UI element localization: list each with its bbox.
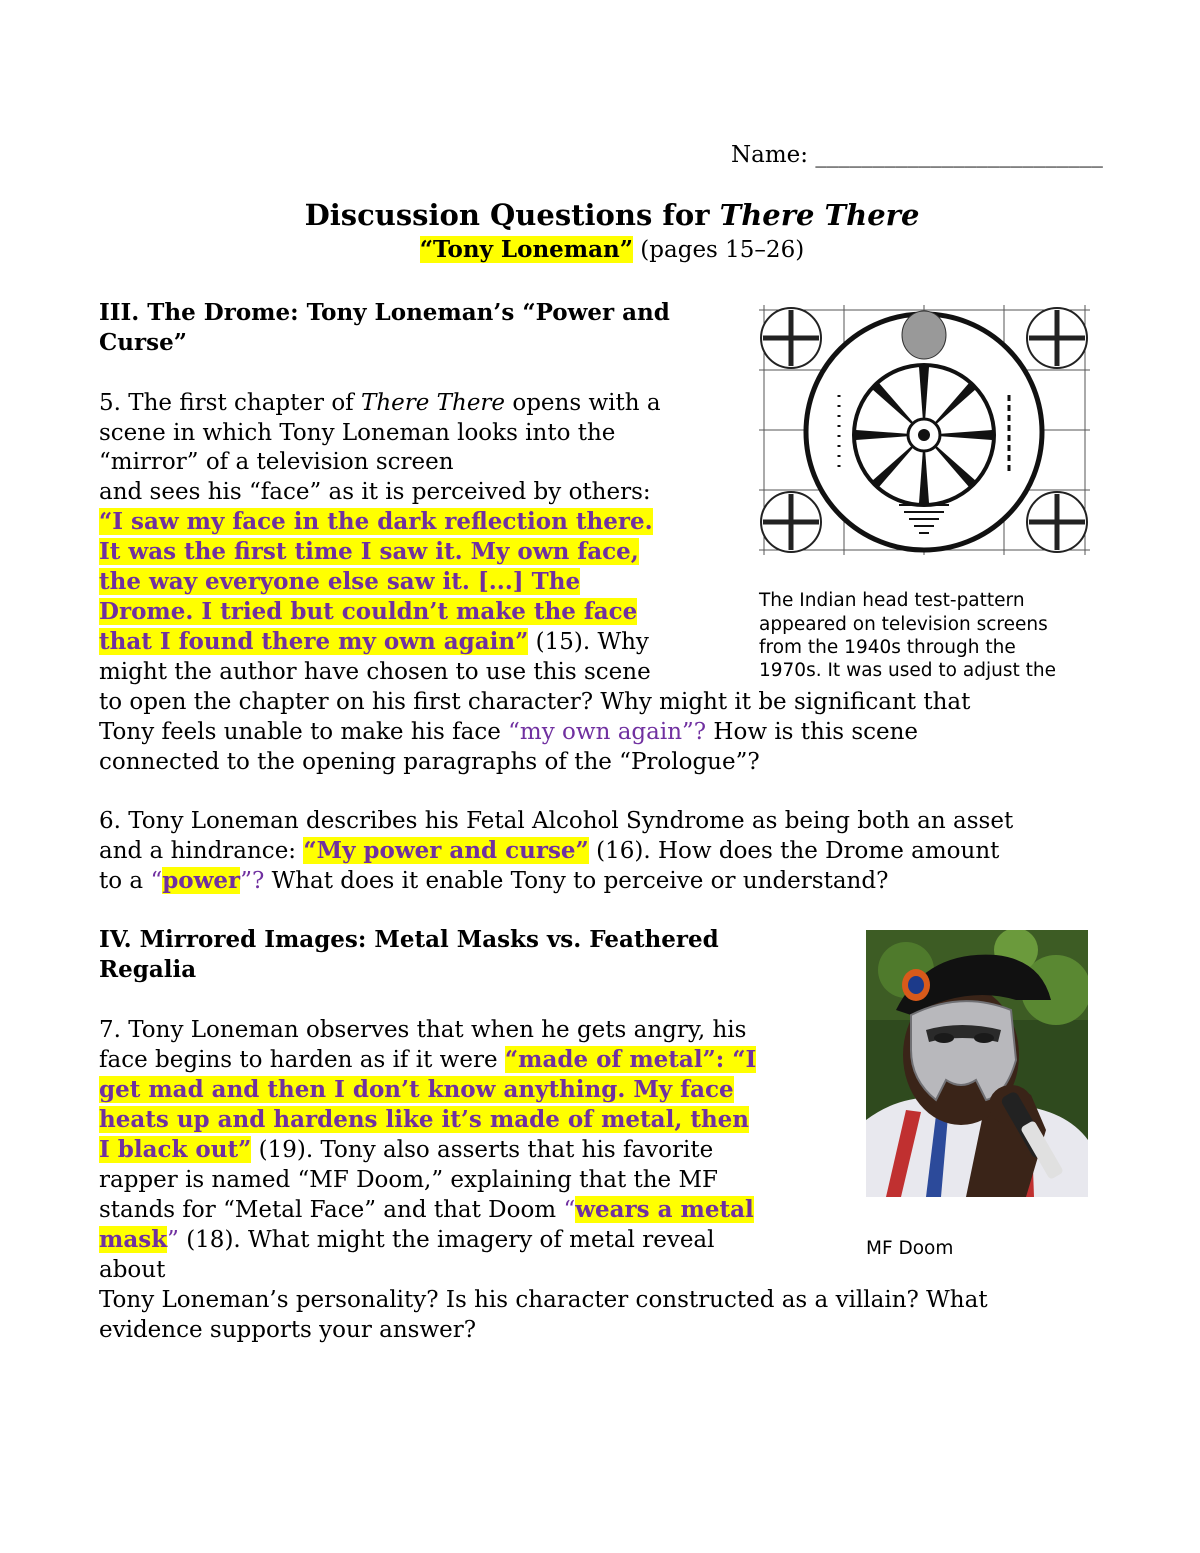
- q7-line2: [99, 1045, 756, 1075]
- q6-line2: [99, 836, 999, 866]
- q7-line10: Tony Loneman’s personality? Is his character constructed as a villain? What: [99, 1287, 988, 1313]
- q5-text: opens with a: [505, 390, 661, 416]
- document-title: [0, 198, 1200, 232]
- q5-quote-line4: [99, 597, 637, 627]
- q6-text: to a: [99, 868, 151, 894]
- q6-text: (16). How does the Drome amount: [588, 838, 1000, 864]
- chapter-pages: (pages 15–26): [633, 237, 805, 263]
- q7-quote: wears a metal: [575, 1196, 754, 1223]
- q5-text: 5. The first chapter of: [99, 390, 361, 416]
- q7-line3: [99, 1075, 734, 1105]
- tv-caption-line1: The Indian head test-pattern: [759, 590, 1025, 611]
- q5-text: (15). Why: [528, 629, 649, 655]
- q5-book-title: There There: [360, 390, 506, 416]
- tv-caption-line4: 1970s. It was used to adjust the: [759, 660, 1056, 681]
- q7-text: stands for “Metal Face” and that Doom: [99, 1197, 564, 1223]
- q7-line9: about: [99, 1257, 166, 1283]
- name-field-line: [731, 142, 1103, 168]
- title-book: There There: [719, 198, 920, 232]
- q5-quote: the way everyone else saw it. [...] The: [99, 568, 581, 595]
- q5-line13: connected to the opening paragraphs of the “Prologue”?: [99, 749, 760, 775]
- q6-quote: “My power and curse”: [303, 837, 589, 864]
- section4-heading-line2: Regalia: [99, 956, 197, 983]
- q5-quote-line5: [99, 627, 649, 657]
- q7-text: (19). Tony also asserts that his favorite: [251, 1137, 714, 1163]
- indian-head-test-pattern-image: [759, 305, 1090, 555]
- q7-quote: get mad and then I don’t know anything. My face: [99, 1076, 734, 1103]
- q7-line11: evidence supports your answer?: [99, 1317, 477, 1343]
- q6-text: What does it enable Tony to perceive or understand?: [264, 868, 889, 894]
- q7-quote: “made of metal”: “I: [504, 1046, 757, 1073]
- q7-line5: [99, 1135, 713, 1165]
- q5-text: How is this scene: [706, 719, 919, 745]
- q5-line11: to open the chapter on his first character? Why might it be significant that: [99, 689, 971, 715]
- section3-heading-line1: III. The Drome: Tony Loneman’s “Power and: [99, 299, 670, 326]
- q7-line1: 7. Tony Loneman observes that when he gets angry, his: [99, 1017, 747, 1043]
- q7-quote: I black out”: [99, 1136, 252, 1163]
- q7-open-quote: “: [563, 1197, 576, 1223]
- q5-line4: and sees his “face” as it is perceived by others:: [99, 479, 651, 505]
- q6-line1: 6. Tony Loneman describes his Fetal Alcohol Syndrome as being both an asset: [99, 808, 1014, 834]
- q5-line12: [99, 717, 918, 747]
- section4-heading-line1: IV. Mirrored Images: Metal Masks vs. Feathered: [99, 926, 719, 953]
- q5-inline-quote: “my own again”?: [508, 719, 707, 745]
- q6-close-quote: ”?: [240, 868, 265, 894]
- q6-line3: [99, 866, 888, 896]
- q7-text: face begins to harden as if it were: [99, 1047, 505, 1073]
- name-label: Name:: [731, 142, 809, 168]
- q6-quote-word: power: [162, 867, 241, 894]
- mf-doom-photo: [866, 930, 1088, 1197]
- section3-heading-line2: Curse”: [99, 329, 187, 356]
- q5-line1: [99, 388, 661, 418]
- name-blank: _________________________: [815, 142, 1103, 168]
- chapter-title: “Tony Loneman”: [419, 236, 633, 263]
- mf-doom-caption: MF Doom: [866, 1238, 954, 1259]
- q6-text: and a hindrance:: [99, 838, 304, 864]
- q7-text: (18). What might the imagery of metal reveal: [178, 1227, 715, 1253]
- q5-quote: “I saw my face in the dark reflection there.: [99, 508, 653, 535]
- q5-quote-line2: [99, 537, 639, 567]
- q5-text: Tony feels unable to make his face: [99, 719, 509, 745]
- q7-quote: mask: [99, 1226, 168, 1253]
- tv-caption-line3: from the 1940s through the: [759, 637, 1016, 658]
- q7-line4: [99, 1105, 749, 1135]
- q5-quote-line3: [99, 567, 580, 597]
- q5-quote-line1: [99, 507, 653, 537]
- q5-line3: “mirror” of a television screen: [99, 449, 454, 475]
- q5-quote: It was the first time I saw it. My own face,: [99, 538, 639, 565]
- q7-line7: [99, 1195, 754, 1225]
- document-subtitle: [0, 236, 1200, 263]
- q5-line10: might the author have chosen to use this scene: [99, 659, 651, 685]
- q7-close-quote: ”: [167, 1227, 179, 1253]
- q5-quote: Drome. I tried but couldn’t make the face: [99, 598, 638, 625]
- q5-quote: that I found there my own again”: [99, 628, 529, 655]
- q6-open-quote: “: [150, 868, 163, 894]
- tv-caption-line2: appeared on television screens: [759, 614, 1048, 635]
- q5-line2: scene in which Tony Loneman looks into the: [99, 420, 616, 446]
- title-main: Discussion Questions for: [304, 198, 720, 232]
- q7-line6: rapper is named “MF Doom,” explaining that the MF: [99, 1167, 718, 1193]
- q7-line8: [99, 1225, 715, 1255]
- q7-quote: heats up and hardens like it’s made of metal, then: [99, 1106, 750, 1133]
